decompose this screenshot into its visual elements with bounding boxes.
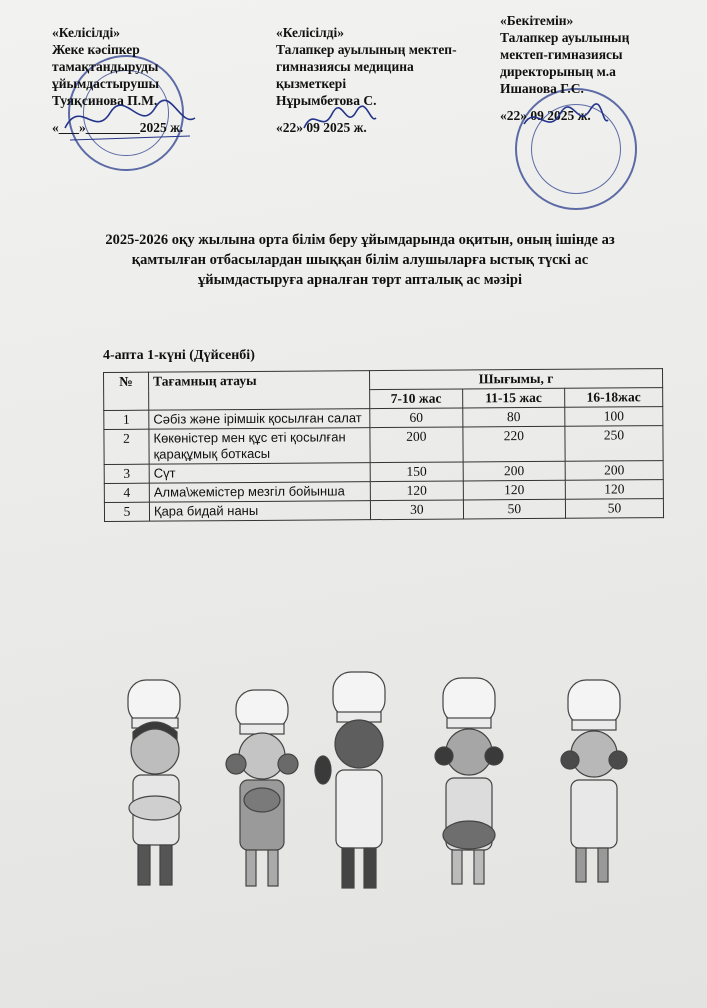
approval-date: «22» 09 2025 ж. xyxy=(500,108,591,123)
document-title xyxy=(80,230,640,290)
dish-name: Алма\жемістер мезгіл бойынша xyxy=(149,482,370,503)
table-row xyxy=(104,426,663,465)
approval-heading: «Келісілді» xyxy=(276,25,344,40)
yield-value: 50 xyxy=(463,499,565,519)
approval-date: «___»________2025 ж. xyxy=(52,120,184,135)
row-number: 3 xyxy=(104,464,149,483)
yield-value: 200 xyxy=(463,461,565,481)
column-header-number: № xyxy=(104,372,149,410)
yield-value: 60 xyxy=(370,408,463,428)
yield-value: 50 xyxy=(565,499,663,519)
approval-line: тамақтандыруды xyxy=(52,59,159,74)
row-number: 5 xyxy=(104,502,149,521)
dish-name: Сәбіз және ірімшік қосылған салат xyxy=(149,409,370,430)
title-line: 2025-2026 оқу жылына орта білім беру ұйымдарында оқитын, оның ішінде аз xyxy=(105,232,615,248)
yield-value: 120 xyxy=(370,481,463,501)
approval-date: «22» 09 2025 ж. xyxy=(276,120,367,135)
approval-line: қызметкері xyxy=(276,76,347,91)
table-row xyxy=(104,499,663,522)
approval-line: ұйымдастырушы xyxy=(52,76,160,91)
yield-value: 120 xyxy=(463,480,565,500)
yield-value: 80 xyxy=(463,407,565,427)
approval-signer: Ишанова Г.С. xyxy=(500,81,584,96)
approval-heading: «Бекітемін» xyxy=(500,13,574,28)
column-header-age: 7-10 жас xyxy=(370,389,463,409)
row-number: 1 xyxy=(104,410,149,429)
title-line: ұйымдастыруға арналған төрт апталық ас мәзірі xyxy=(198,272,522,288)
chef-figure xyxy=(128,680,181,885)
row-number: 2 xyxy=(104,429,149,464)
approval-signer: Нұрымбетова С. xyxy=(276,93,377,108)
yield-value: 120 xyxy=(565,480,663,500)
signature-left xyxy=(60,88,200,148)
row-number: 4 xyxy=(104,483,149,502)
approval-line: Талапкер ауылының мектеп- xyxy=(276,42,457,57)
approval-line: Талапкер ауылының xyxy=(500,30,630,45)
signature-middle xyxy=(300,100,380,140)
kids-chefs-illustration xyxy=(108,660,668,920)
column-header-dish: Тағамның атауы xyxy=(149,371,370,411)
signature-right xyxy=(520,100,610,140)
dish-name: Қара бидай наны xyxy=(149,501,370,522)
dish-name: Көкөністер мен құс еті қосылған қарақұмық боткасы xyxy=(149,428,370,465)
approval-signer: Туяқсинова П.М. xyxy=(52,93,158,108)
yield-value: 200 xyxy=(565,461,663,481)
title-line: қамтылған отбасылардан шыққан білім алушыларға ыстық түскі ас xyxy=(131,252,589,268)
approval-line: Жеке кәсіпкер xyxy=(52,42,140,57)
approval-line: директорының м.а xyxy=(500,64,616,79)
week-day-label: 4-апта 1-күні (Дүйсенбі) xyxy=(103,348,255,363)
yield-value: 30 xyxy=(370,500,463,520)
yield-value: 200 xyxy=(370,427,463,463)
approval-heading: «Келісілді» xyxy=(52,25,120,40)
yield-value: 100 xyxy=(565,407,663,427)
menu-table xyxy=(103,368,664,522)
yield-value: 250 xyxy=(565,426,663,462)
column-header-age: 16-18жас xyxy=(565,388,663,408)
column-header-yield: Шығымы, г xyxy=(369,369,662,390)
approval-line: гимназиясы медицина xyxy=(276,59,414,74)
approval-line: мектеп-гимназиясы xyxy=(500,47,623,62)
yield-value: 150 xyxy=(370,462,463,482)
dish-name: Сүт xyxy=(149,463,370,484)
yield-value: 220 xyxy=(463,426,565,462)
column-header-age: 11-15 жас xyxy=(462,388,564,408)
